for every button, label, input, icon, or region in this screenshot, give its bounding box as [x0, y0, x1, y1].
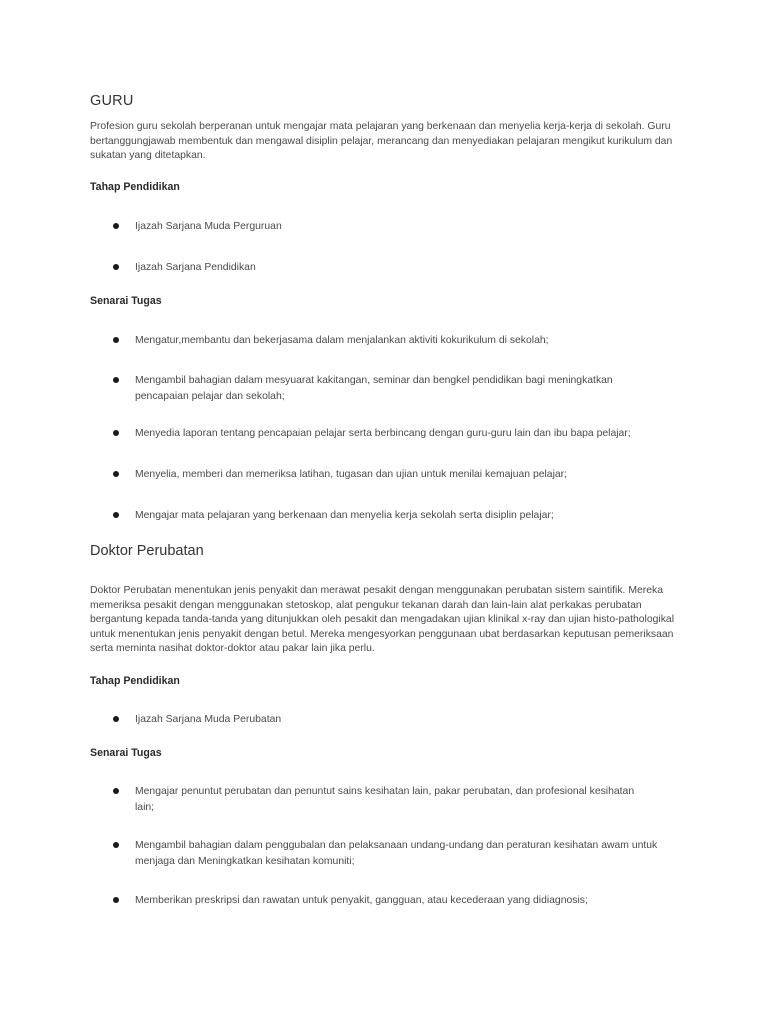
list-item-text: Menyedia laporan tentang pencapaian pelajar serta berbincang dengan guru-guru lain dan ibu bapa pelajar;: [135, 428, 631, 439]
bullet-icon: [113, 897, 119, 903]
list-item-text: Ijazah Sarjana Muda Perguruan: [135, 221, 282, 232]
list-item-text: Ijazah Sarjana Muda Perubatan: [135, 714, 282, 725]
list-item: [113, 333, 673, 349]
bullet-icon: [113, 842, 119, 848]
list-item-text: Menyelia, memberi dan memeriksa latihan, tugasan dan ujian untuk menilai kemajuan pelajar;: [135, 469, 568, 480]
section-title-doktor: Doktor Perubatan: [90, 543, 204, 559]
list-item: [113, 893, 673, 909]
bullet-icon: [113, 337, 119, 343]
bullet-icon: [113, 716, 119, 722]
list-item: [113, 508, 673, 524]
list-item-text: Mengajar penuntut perubatan dan penuntut sains kesihatan lain, pakar perubatan, dan profesional kesihatan lain;: [135, 786, 635, 813]
bullet-icon: [113, 788, 119, 794]
bullet-icon: [113, 430, 119, 436]
doktor-tahap-heading: Tahap Pendidikan: [90, 675, 180, 687]
list-item: [113, 373, 673, 405]
list-item: [113, 219, 673, 235]
list-item-text: Mengatur,membantu dan bekerjasama dalam menjalankan aktiviti kokurikulum di sekolah;: [135, 335, 549, 346]
bullet-icon: [113, 512, 119, 518]
list-item: [113, 712, 673, 728]
list-item: [113, 467, 673, 483]
doktor-paragraph: Doktor Perubatan menentukan jenis penyakit dan merawat pesakit dengan menggunakan perubatan sistem saintifik. Mereka memeriksa pesakit dengan menggunakan stetoskop, alat pengukur tekanan darah dan lain-lain alat perkakas perubatan bergantung kepada tanda-tanda yang ditunjukkan oleh pesakit dan mengadakan ujian klinikal x-ray dan ujian histo-pathologikal untuk menentukan jenis penyakit dengan betul. Mereka mengesyorkan penggunaan ubat berdasarkan keputusan pemeriksaan serta meminta nasihat doktor-doktor atau pakar lain jika perlu.: [90, 585, 675, 655]
list-item-text: Mengambil bahagian dalam mesyuarat kakitangan, seminar dan bengkel pendidikan bagi meningkatkan pencapaian pelajar dan sekolah;: [135, 375, 613, 402]
guru-paragraph: Profesion guru sekolah berperanan untuk mengajar mata pelajaran yang berkenaan dan menyelia kerja-kerja di sekolah. Guru bertanggungjawab membentuk dan mengawal disiplin pelajar, merancang dan menyediakan pelajaran mengikut kurikulum dan sukatan yang ditetapkan.: [90, 121, 673, 162]
bullet-icon: [113, 471, 119, 477]
list-item: [113, 426, 673, 442]
bullet-icon: [113, 223, 119, 229]
doktor-tugas-heading: Senarai Tugas: [90, 747, 162, 759]
list-item-text: Ijazah Sarjana Pendidikan: [135, 262, 256, 273]
list-item: [113, 838, 673, 870]
bullet-icon: [113, 377, 119, 383]
list-item-text: Memberikan preskripsi dan rawatan untuk penyakit, gangguan, atau kecederaan yang didiagnosis;: [135, 895, 588, 906]
list-item-text: Mengambil bahagian dalam penggubalan dan pelaksanaan undang-undang dan peraturan kesihatan awam untuk menjaga dan Meningkatkan kesihatan komuniti;: [135, 840, 658, 867]
bullet-icon: [113, 264, 119, 270]
list-item: [113, 784, 673, 816]
list-item-text: Mengajar mata pelajaran yang berkenaan dan menyelia kerja sekolah serta disiplin pelajar;: [135, 510, 554, 521]
section-title-guru: GURU: [90, 93, 134, 109]
guru-tahap-heading: Tahap Pendidikan: [90, 181, 180, 193]
list-item: [113, 260, 673, 276]
guru-tugas-heading: Senarai Tugas: [90, 295, 162, 307]
